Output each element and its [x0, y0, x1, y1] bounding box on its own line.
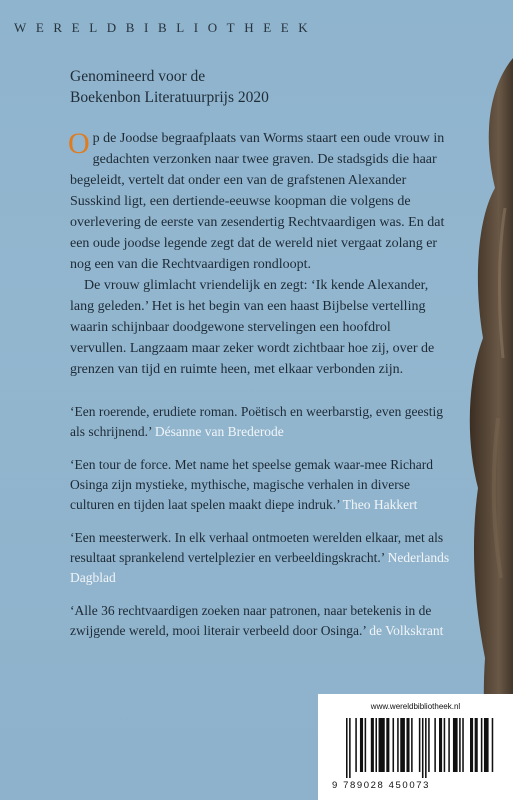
barcode-bar: [462, 718, 464, 772]
review-quote: [70, 402, 450, 442]
barcode-bar: [365, 718, 367, 772]
quote-text: ‘Een roerende, erudiete roman. Poëtisch en weerbarstig, even geestig als schrijnend.’: [70, 404, 443, 439]
isbn-digits: 9 789028 450073: [332, 780, 430, 791]
barcode-bar: [459, 718, 461, 772]
quote-source: Nederlands Dagblad: [70, 550, 450, 585]
barcode-bar: [360, 718, 363, 772]
nomination-line-1: Genomineerd voor de: [70, 68, 206, 85]
statue-photo: [453, 58, 513, 800]
review-quote: [70, 528, 450, 588]
barcode-bar: [406, 718, 409, 772]
quote-text: ‘Alle 36 rechtvaardigen zoeken naar patronen, naar betekenis in de zwijgende wereld, mooi literair verbeeld door Osinga.’: [70, 603, 432, 638]
synopsis: [70, 128, 450, 380]
publisher-url: www.wereldbibliotheek.nl: [370, 702, 461, 711]
barcode-bar: [386, 718, 389, 772]
barcode-bar: [379, 718, 385, 772]
quote-text: ‘Een tour de force. Met name het speelse gemak waar-mee Richard Osinga zijn mystieke, mythische, magische verhalen in diverse culturen en tijden laat spelen maakt diepe indruk.’: [70, 457, 433, 512]
quote-source: Theo Hakkert: [342, 497, 418, 512]
barcode-bar: [397, 718, 399, 772]
barcode-bar: [393, 718, 395, 772]
barcode-bar: [346, 718, 348, 778]
drop-cap: O: [68, 127, 90, 160]
nomination-heading: [70, 66, 450, 108]
barcode-bar: [470, 718, 473, 772]
review-quotes: [70, 402, 450, 641]
barcode-bar: [349, 718, 351, 778]
barcode-bar: [419, 718, 421, 772]
barcode-bar: [434, 718, 436, 772]
barcode-bar: [425, 718, 427, 778]
barcode-bar: [375, 718, 377, 772]
barcode-bar: [371, 718, 374, 772]
quote-source: Désanne van Brederode: [154, 424, 284, 439]
barcode-bar: [492, 718, 494, 772]
review-quote: [70, 455, 450, 515]
nomination-line-2: Boekenbon Literatuurprijs 2020: [70, 89, 269, 106]
back-cover-text: [70, 66, 450, 654]
review-quote: [70, 601, 450, 641]
synopsis-paragraph-2: De vrouw glimlacht vriendelijk en zegt: ‘Ik kende Alexander, lang geleden.’ Het is het begin van een haast Bijbelse vertelling waarin schijnbaar doodgewone stervelingen een hoofdrol vervullen. Langzaam maar zeker wordt zichtbaar hoe zij, over de grenzen van tijd en ruimte heen, met elkaar verbonden zijn.: [70, 278, 435, 377]
quote-text: ‘Een meesterwerk. In elk verhaal ontmoeten werelden elkaar, met als resultaat sprankelend vertelplezier en verbeeldingskracht.’: [70, 530, 444, 565]
barcode-image: [344, 718, 494, 778]
barcode-bar: [481, 718, 483, 772]
synopsis-paragraph-1-text: p de Joodse begraafplaats van Worms staart een oude vrouw in gedachten verzonken naar twee graven. De stadsgids die haar begeleidt, vertelt dat onder een van de grafstenen Alexander Susskind ligt, een dertiende-eeuwse koopman die volgens de overlevering de eerste van zesendertig Rechtvaardigen was. En dat een oude joodse legende zegt dat de wereld niet vergaat zolang er nog een van die Rechtvaardigen rondloopt.: [70, 131, 445, 272]
barcode-panel: [318, 694, 513, 800]
barcode-bar: [411, 718, 413, 772]
quote-source: de Volkskrant: [369, 623, 444, 638]
barcode-bar: [355, 718, 357, 772]
barcode-bar: [439, 718, 442, 772]
barcode-bar: [453, 718, 458, 772]
synopsis-paragraph-1: [70, 128, 450, 275]
barcode-bar: [422, 718, 424, 778]
barcode-bar: [428, 718, 430, 772]
barcode-bar: [475, 718, 478, 772]
barcode-bar: [400, 718, 405, 772]
series-title: WERELDBIBLIOTHEEK: [14, 20, 318, 35]
barcode-bar: [484, 718, 489, 772]
barcode-bar: [448, 718, 450, 772]
barcode-bar: [444, 718, 446, 772]
